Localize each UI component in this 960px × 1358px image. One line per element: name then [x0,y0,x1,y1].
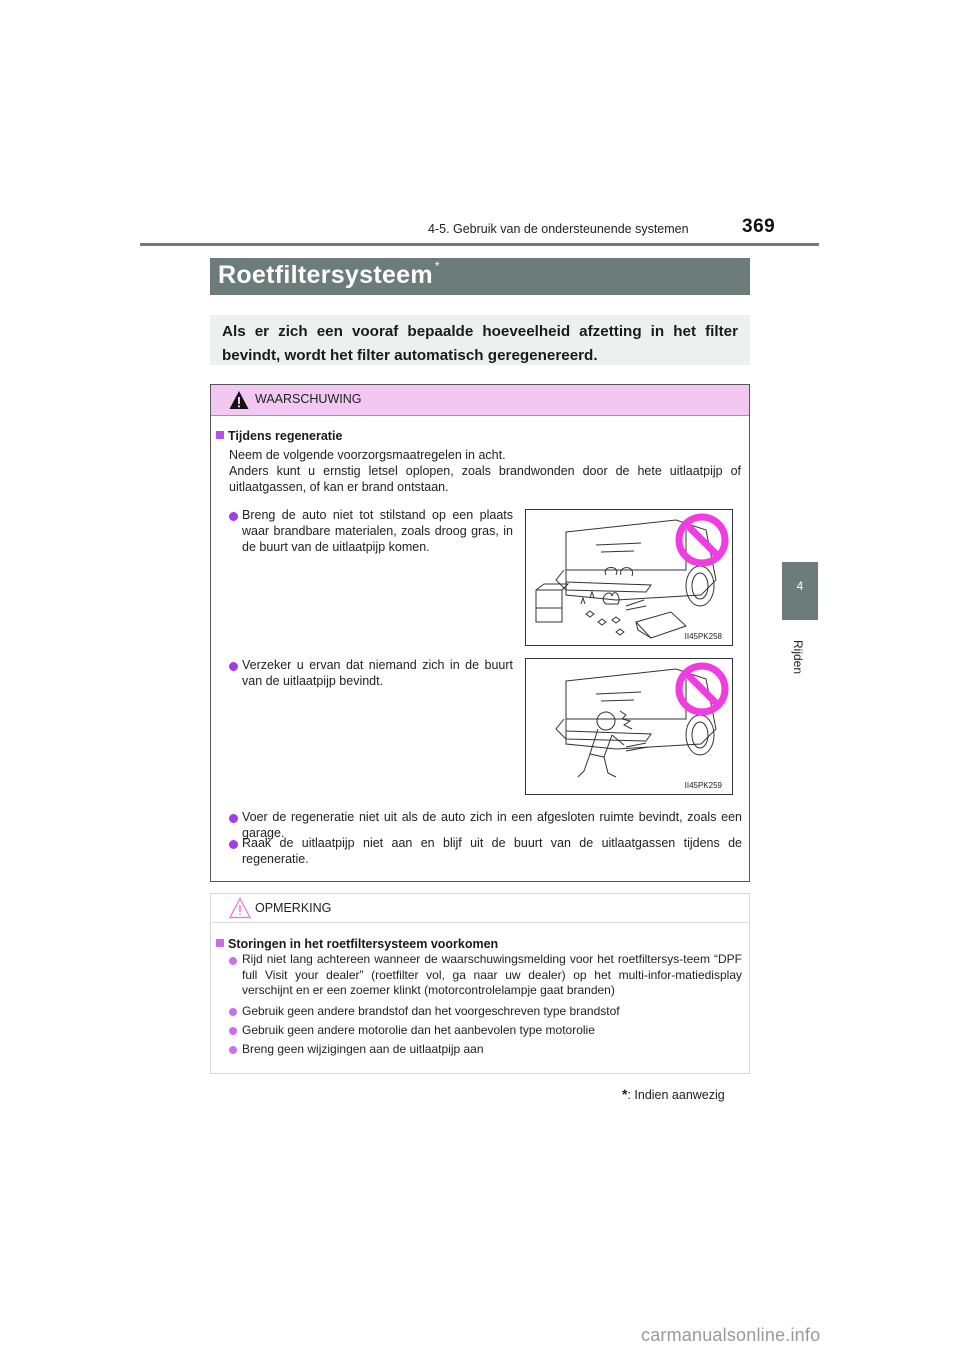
warning-section-title-text: Tijdens regeneratie [228,429,343,443]
pickup-grass-illustration [526,510,732,645]
chapter-label-wrap [786,630,806,690]
warning-box [210,384,750,882]
page-title-bar [210,258,750,295]
figure-code: II45PK258 [684,632,722,641]
optional-marker: * [434,258,440,273]
notice-label: OPMERKING [255,901,332,915]
chapter-label: Rijden [791,639,805,675]
footnote-marker: * [622,1086,628,1102]
warning-bullet-2: Verzeker u ervan dat niemand zich in de buurt van de uitlaatpijp bevindt. [242,658,513,688]
notice-bullet-3: Gebruik geen andere motorolie dan het aanbevolen type motorolie [242,1023,595,1037]
warning-triangle-icon [229,390,249,410]
warning-bullet-4: Raak de uitlaatpijp niet aan en blijf uit de buurt van de uitlaatgassen tijdens de regeneratie. [242,836,742,866]
bullet-dot-icon [229,1008,237,1016]
page-title [218,258,440,290]
notice-header [211,894,749,923]
bullet-dot-icon [229,814,238,823]
caution-triangle-icon [229,897,251,919]
section-header: 4-5. Gebruik van de ondersteunende systemen [428,222,689,236]
warning-label: WAARSCHUWING [255,392,362,406]
bullet-dot-icon [229,1027,237,1035]
notice-section-title-text: Storingen in het roetfiltersysteem voorkomen [228,937,499,951]
footnote [622,1086,725,1102]
footnote-text: : Indien aanwezig [627,1088,725,1102]
warning-bullet-3: Voer de regeneratie niet uit als de auto zich in een afgesloten ruimte bevindt, zoals een garage. [242,810,742,840]
chapter-tab[interactable] [782,562,818,620]
watermark: carmanualsonline.info [641,1325,821,1345]
notice-box [210,893,750,1074]
header-rule [140,243,819,246]
warning-line-2: Anders kunt u ernstig letsel oplopen, zoals brandwonden door de hete uitlaatpijp of uitlaatgassen, of kan er brand ontstaan. [229,464,741,494]
figure-exhaust-grass [525,509,733,646]
notice-section-title [216,937,498,951]
square-bullet-icon [216,431,224,439]
bullet-dot-icon [229,957,237,965]
notice-bullet-4: Breng geen wijzigingen aan de uitlaatpijp aan [242,1042,484,1056]
warning-header [211,385,749,416]
notice-bullet-2: Gebruik geen andere brandstof dan het voorgeschreven type brandstof [242,1004,620,1018]
figure-person-exhaust [525,658,733,795]
intro-box [210,315,750,365]
page-number: 369 [742,216,776,237]
square-bullet-icon [216,939,224,947]
warning-section-title [216,429,342,443]
pickup-person-illustration [526,659,732,794]
notice-bullet-1: Rijd niet lang achtereen wanneer de waarschuwingsmelding voor het roetfiltersys-teem “DPF full Visit your dealer” (roetfilter vol, ga naar uw dealer) op het multi-infor-matiedisplay verschijnt en er een zoemer klinkt (motorcontrolelampje gaat branden) [242,952,742,997]
warning-line-1: Neem de volgende voorzorgsmaatregelen in acht. [229,448,506,462]
bullet-dot-icon [229,840,238,849]
figure-code: II45PK259 [684,781,722,790]
intro-text: Als er zich een vooraf bepaalde hoeveelheid afzetting in het filter bevindt, wordt het filter automatisch geregenereerd. [222,323,738,364]
warning-bullet-1: Breng de auto niet tot stilstand op een plaats waar brandbare materialen, zoals droog gras, in de buurt van de uitlaatpijp komen. [242,508,513,554]
bullet-dot-icon [229,1046,237,1054]
page-title-text: Roetfiltersysteem [218,261,433,289]
bullet-dot-icon [229,662,238,671]
bullet-dot-icon [229,512,238,521]
chapter-number: 4 [796,579,804,593]
